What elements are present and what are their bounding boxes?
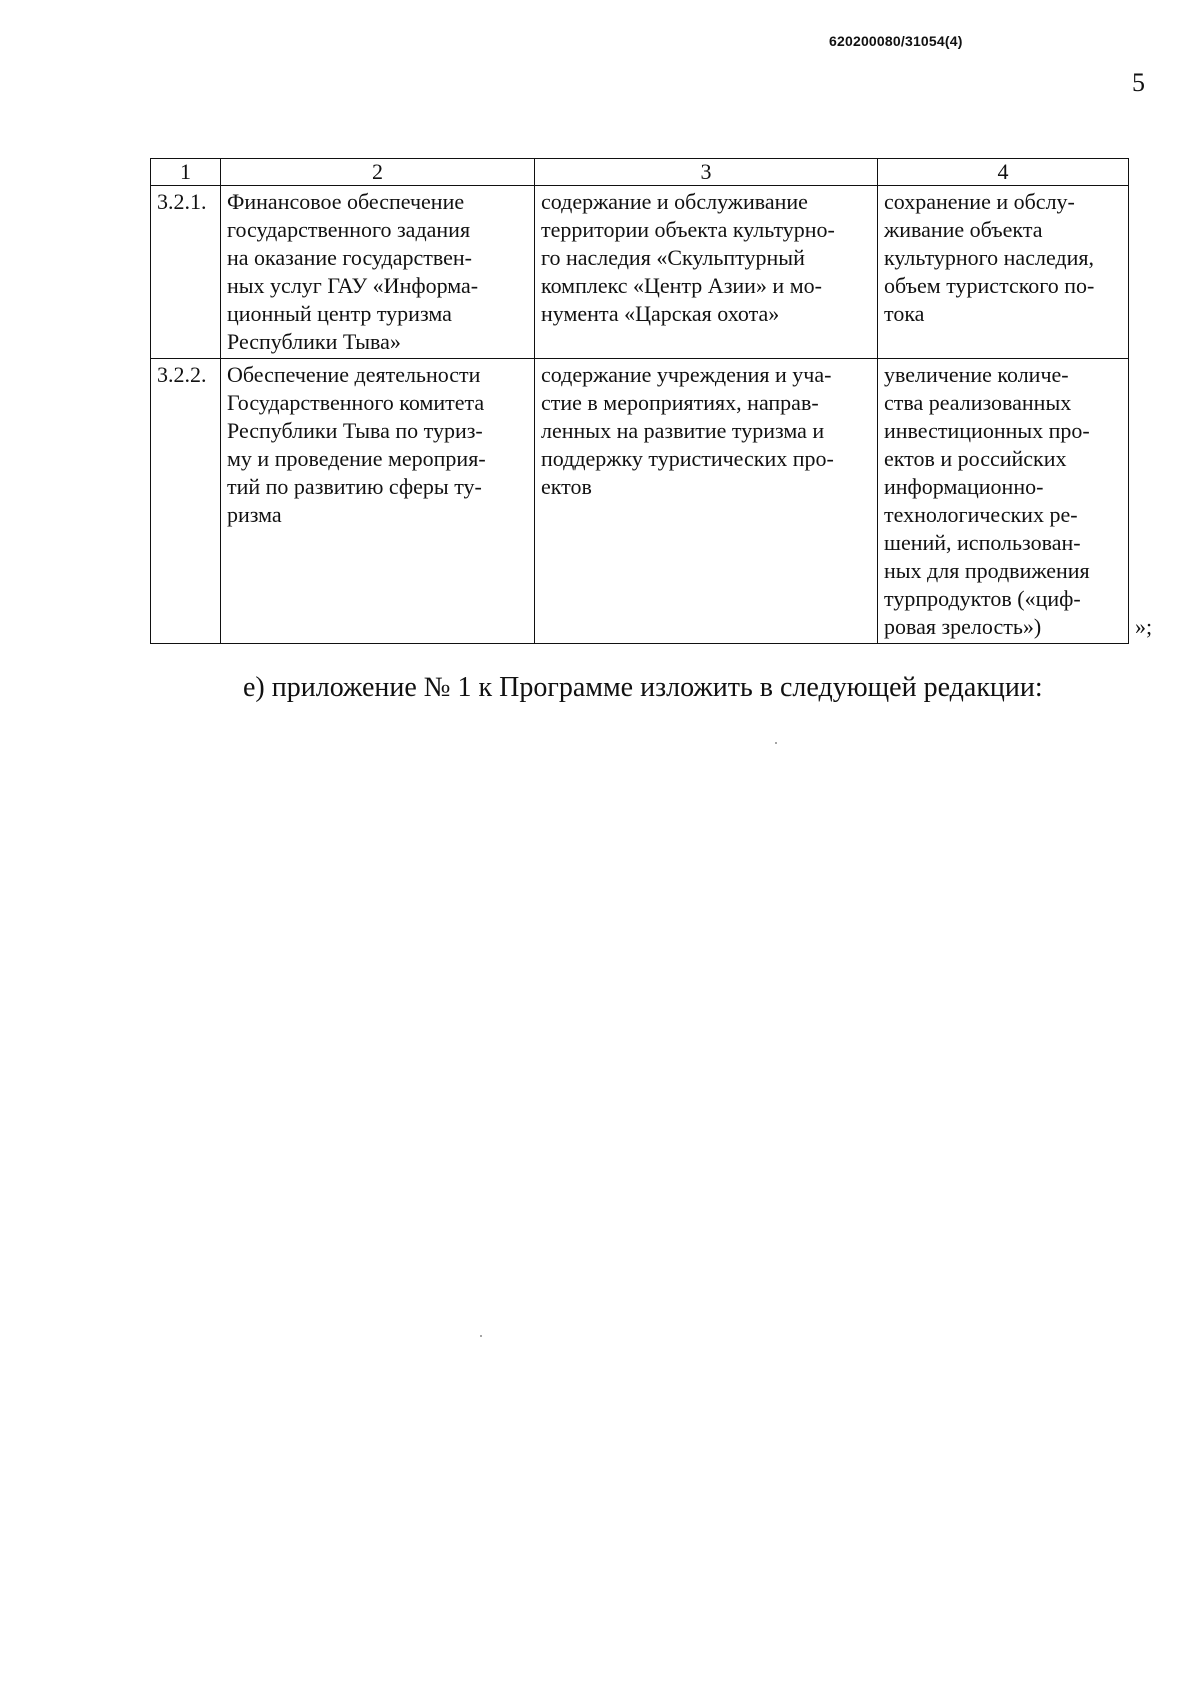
cell-line: на оказание государствен-: [227, 245, 472, 270]
scan-speck: [775, 742, 777, 744]
cell-line: Республики Тыва»: [227, 329, 401, 354]
cell-line: территории объекта культурно-: [541, 217, 835, 242]
table-row: [151, 359, 1129, 644]
activity-content-cell: [535, 359, 878, 644]
cell-line: инвестиционных про-: [884, 418, 1090, 443]
cell-line: технологических ре-: [884, 502, 1078, 527]
cell-line: го наследия «Скульптурный: [541, 245, 805, 270]
cell-line: ционный центр туризма: [227, 301, 452, 326]
cell-line: содержание учреждения и уча-: [541, 362, 832, 387]
cell-line: культурного наследия,: [884, 245, 1094, 270]
expected-result-cell: [878, 359, 1129, 644]
cell-line: стие в мероприятиях, направ-: [541, 390, 819, 415]
cell-line: ных услуг ГАУ «Информа-: [227, 273, 479, 298]
cell-line: му и проведение мероприя-: [227, 446, 486, 471]
cell-line: ства реализованных: [884, 390, 1072, 415]
activity-content-cell: [535, 186, 878, 359]
cell-line: ектов и российских: [884, 446, 1067, 471]
program-table: [150, 158, 1129, 644]
activity-name-cell: [221, 359, 535, 644]
cell-line: живание объекта: [884, 217, 1043, 242]
body-paragraph: е) приложение № 1 к Программе изложить в следующей редакции:: [243, 672, 1043, 703]
closing-quote-mark: »;: [1135, 614, 1153, 639]
cell-line: Государственного комитета: [227, 390, 485, 415]
table-header-row: [151, 159, 1129, 186]
column-header-1: 1: [151, 159, 221, 186]
cell-line: Обеспечение деятельности: [227, 362, 481, 387]
expected-result-cell: [878, 186, 1129, 359]
table-row: [151, 186, 1129, 359]
page-number: 5: [1132, 68, 1145, 97]
cell-line: сохранение и обслу-: [884, 189, 1075, 214]
cell-line: ризма: [227, 502, 282, 527]
cell-line: комплекс «Центр Азии» и мо-: [541, 273, 822, 298]
cell-line: информационно-: [884, 474, 1044, 499]
column-header-3: 3: [535, 159, 878, 186]
cell-line: шений, использован-: [884, 530, 1081, 555]
cell-line: объем туристского по-: [884, 273, 1095, 298]
cell-line: Финансовое обеспечение: [227, 189, 465, 214]
cell-line: ных для продвижения: [884, 558, 1090, 583]
row-number: 3.2.2.: [151, 359, 221, 644]
cell-line: государственного задания: [227, 217, 471, 242]
scan-speck: [480, 1335, 482, 1337]
cell-line: ровая зрелость»): [884, 614, 1042, 639]
cell-line: тий по развитию сферы ту-: [227, 474, 482, 499]
cell-line: ектов: [541, 474, 592, 499]
cell-line: поддержку туристических про-: [541, 446, 834, 471]
cell-line: Республики Тыва по туриз-: [227, 418, 483, 443]
cell-line: ленных на развитие туризма и: [541, 418, 825, 443]
cell-line: тока: [884, 301, 925, 326]
cell-line: содержание и обслуживание: [541, 189, 808, 214]
activity-name-cell: [221, 186, 535, 359]
column-header-2: 2: [221, 159, 535, 186]
document-code: 620200080/31054(4): [829, 33, 963, 49]
column-header-4: 4: [878, 159, 1129, 186]
cell-line: увеличение количе-: [884, 362, 1069, 387]
row-number: 3.2.1.: [151, 186, 221, 359]
cell-line: турпродуктов («циф-: [884, 586, 1081, 611]
cell-line: нумента «Царская охота»: [541, 301, 780, 326]
